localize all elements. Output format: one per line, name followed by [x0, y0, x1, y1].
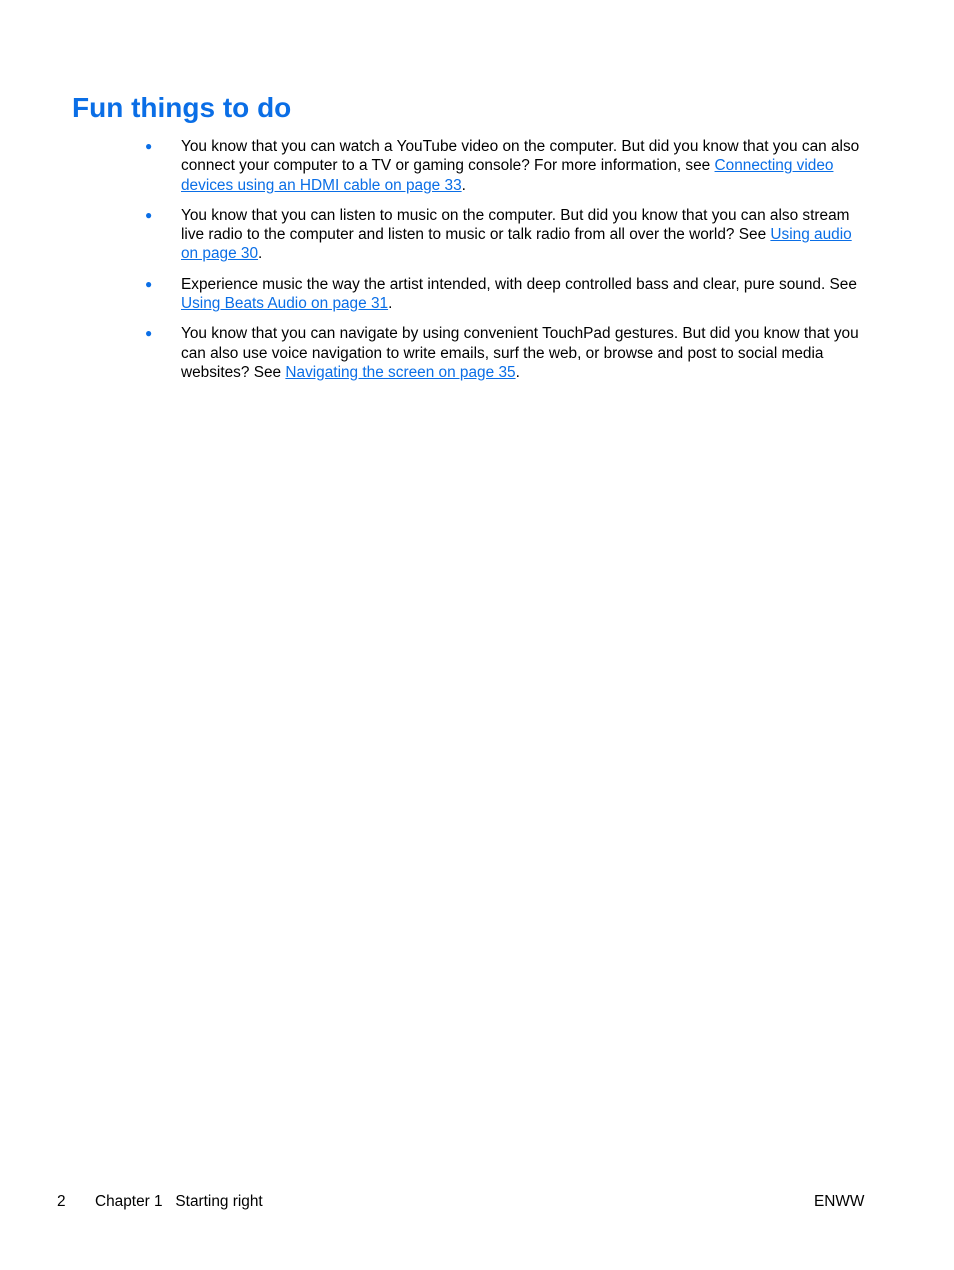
footer-locale: ENWW — [814, 1193, 865, 1210]
item-text: You know that you can listen to music on the computer. But did you know that you can also stream live radio to the computer and listen to music or talk radio from all over the world? See — [181, 206, 850, 244]
bullet-icon: ● — [145, 207, 153, 222]
item-text-end: . — [388, 295, 393, 313]
item-text: You know that you can watch a YouTube video on the computer. But did you know that you can also connect your computer to a TV or gaming console? For more information, see — [181, 138, 860, 175]
link-navigating-screen[interactable]: Navigating the screen on page 35 — [285, 363, 516, 381]
item-text: Experience music the way the artist intended, with deep controlled bass and clear, pure sound. See — [181, 275, 857, 293]
link-using-audio[interactable]: Using audio on page 30 — [181, 226, 852, 263]
item-text-end: . — [515, 363, 520, 381]
list-item — [0, 275, 863, 314]
item-text-end: . — [461, 176, 466, 194]
bullet-list — [0, 137, 954, 393]
page-title: Fun things to do — [72, 92, 292, 123]
item-text: You know that you can navigate by using convenient TouchPad gestures. But did you know that you can also use voice navigation to write emails, surf the web, or browse and post to social media websites? See — [181, 325, 859, 381]
footer-page-number: 2 — [57, 1193, 66, 1210]
bullet-icon: ● — [145, 276, 153, 291]
list-item — [0, 324, 863, 382]
item-text-end: . — [258, 245, 263, 263]
list-item — [0, 137, 863, 195]
footer-chapter: Chapter 1 Starting right — [95, 1193, 263, 1210]
list-item — [0, 206, 863, 264]
link-beats-audio[interactable]: Using Beats Audio on page 31 — [181, 295, 389, 313]
bullet-icon: ● — [145, 326, 153, 341]
link-hdmi-devices[interactable]: Connecting video devices using an HDMI cable on page 33 — [181, 157, 834, 194]
bullet-icon: ● — [145, 139, 153, 153]
